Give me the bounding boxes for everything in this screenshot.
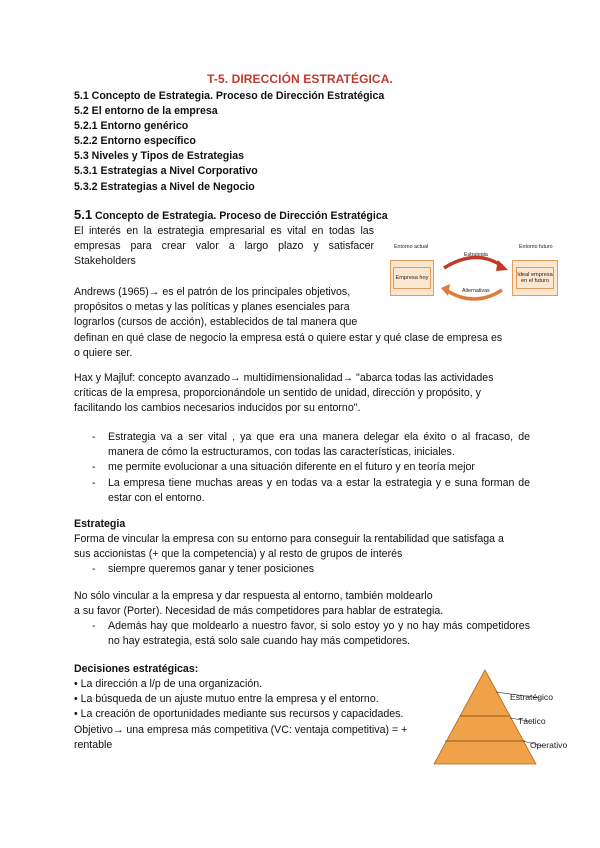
toc-item: 5.3 Niveles y Tipos de Estrategias — [74, 150, 244, 163]
text-line: rentable — [74, 738, 113, 751]
estrategia-bullet-list — [74, 562, 530, 577]
section-heading — [74, 207, 388, 222]
text-line: Objetivo→ una empresa más competitiva (VC: ventaja competitiva) = + — [74, 723, 408, 736]
list-item: • La búsqueda de un ajuste mutuo entre la empresa y el entorno. — [74, 693, 379, 706]
pyramid-shape — [430, 668, 590, 770]
toc-item: 5.3.1 Estrategias a Nivel Corporativo — [74, 165, 258, 178]
text-line: facilitando los cambios necesarios inducidos por su entorno". — [74, 402, 361, 415]
text-line: propósitos o metas y las políticas y planes esenciales para — [74, 301, 350, 314]
list-item: • La dirección a l/p de una organización. — [74, 678, 263, 690]
andrews-paragraph — [74, 285, 534, 361]
top-arrowhead — [496, 260, 508, 271]
section-title: Concepto de Estrategia. Proceso de Dirección Estratégica — [95, 210, 388, 222]
pyramid-level-label: Táctico — [518, 716, 546, 726]
diagram-right-box-label: Ideal empresa en el futuro — [516, 267, 555, 289]
pyramid-level-label: Operativo — [530, 740, 568, 750]
toc-item: 5.1 Concepto de Estrategia. Proceso de Dirección Estratégica — [74, 90, 385, 102]
text-line: Hax y Majluf: concepto avanzado→ multidimensionalidad→ "abarca todas las actividades — [74, 372, 494, 384]
diagram-bottom-arrow-label: Alternativas — [462, 288, 490, 294]
text-line: críticas de la empresa, proporcionándole un sentido de unidad, dirección y propósito, y — [74, 387, 481, 400]
toc-item: 5.2.2 Entorno específico — [74, 135, 196, 148]
diagram-left-label: Entorno actual — [394, 244, 429, 250]
strategy-bullet-list — [74, 430, 530, 506]
text-line: definan en qué clase de negocio la empresa está o quiere estar y qué clase de empresa es — [74, 331, 503, 344]
list-item: - La empresa tiene muchas areas y en todas va a estar la estrategia y e suna forman de estar con el entorno. — [74, 476, 530, 506]
toc-item: 5.2.1 Entorno genérico — [74, 120, 189, 133]
section-number: 5.1 — [74, 207, 93, 222]
top-arrow — [444, 257, 502, 268]
list-item: - Estrategia va a ser vital , ya que era una manera delegar ela éxito o al fracaso, de manera de cómo la estructuramos, con todas las características, iniciales. — [74, 430, 530, 460]
porter-paragraph — [74, 589, 544, 619]
decisiones-heading: Decisiones estratégicas: — [74, 663, 199, 675]
text-line: Forma de vincular la empresa con su entorno para conseguir la rentabilidad que satisfaga a — [74, 533, 504, 545]
diagram-left-box-label: Empresa hoy — [393, 267, 430, 289]
table-of-contents — [74, 89, 384, 195]
text-line: sus accionistas (+ que la competencia) y al resto de grupos de interés — [74, 548, 403, 561]
porter-bullet-list — [74, 619, 530, 649]
strategy-pyramid — [430, 668, 590, 770]
decisiones-list — [74, 677, 434, 753]
intro-paragraph: El interés en la estrategia empresarial es vital en todas las empresas para crear valor a largo plazo y satisfacer Stakeholders — [74, 225, 374, 268]
estrategia-paragraph — [74, 532, 544, 562]
list-item: - me permite evolucionar a una situación diferente en el futuro y en teoría mejor — [74, 460, 530, 475]
list-item: • La creación de oportunidades mediante sus recursos y capacidades. — [74, 708, 404, 721]
text-line: lograrlos (cursos de acción), establecidos de tal manera que — [74, 316, 358, 329]
text-line: No sólo vincular a la empresa y dar respuesta al entorno, también moldearlo — [74, 590, 433, 602]
diagram-right-label: Entorno futuro — [519, 244, 553, 250]
list-item: - siempre queremos ganar y tener posiciones — [74, 562, 530, 577]
text-line: a su favor (Porter). Necesidad de más competidores para hablar de estrategia. — [74, 605, 444, 618]
text-line: Andrews (1965)→ es el patrón de los principales objetivos, — [74, 286, 351, 298]
page-title: T-5. DIRECCIÓN ESTRATÉGICA. — [207, 72, 393, 86]
diagram-top-arrow-label: Estrategia — [464, 252, 488, 258]
estrategia-heading: Estrategia — [74, 518, 126, 530]
list-item: - Además hay que moldearlo a nuestro favor, si solo estoy yo y no hay más competidores no hay estrategia, está solo sale cuando hay más competidores. — [74, 619, 530, 649]
hax-paragraph — [74, 371, 544, 417]
text-line: o quiere ser. — [74, 346, 133, 359]
pyramid-level-label: Estratégico — [510, 692, 553, 702]
toc-item: 5.2 El entorno de la empresa — [74, 105, 218, 118]
toc-item: 5.3.2 Estrategias a Nivel de Negocio — [74, 180, 255, 193]
